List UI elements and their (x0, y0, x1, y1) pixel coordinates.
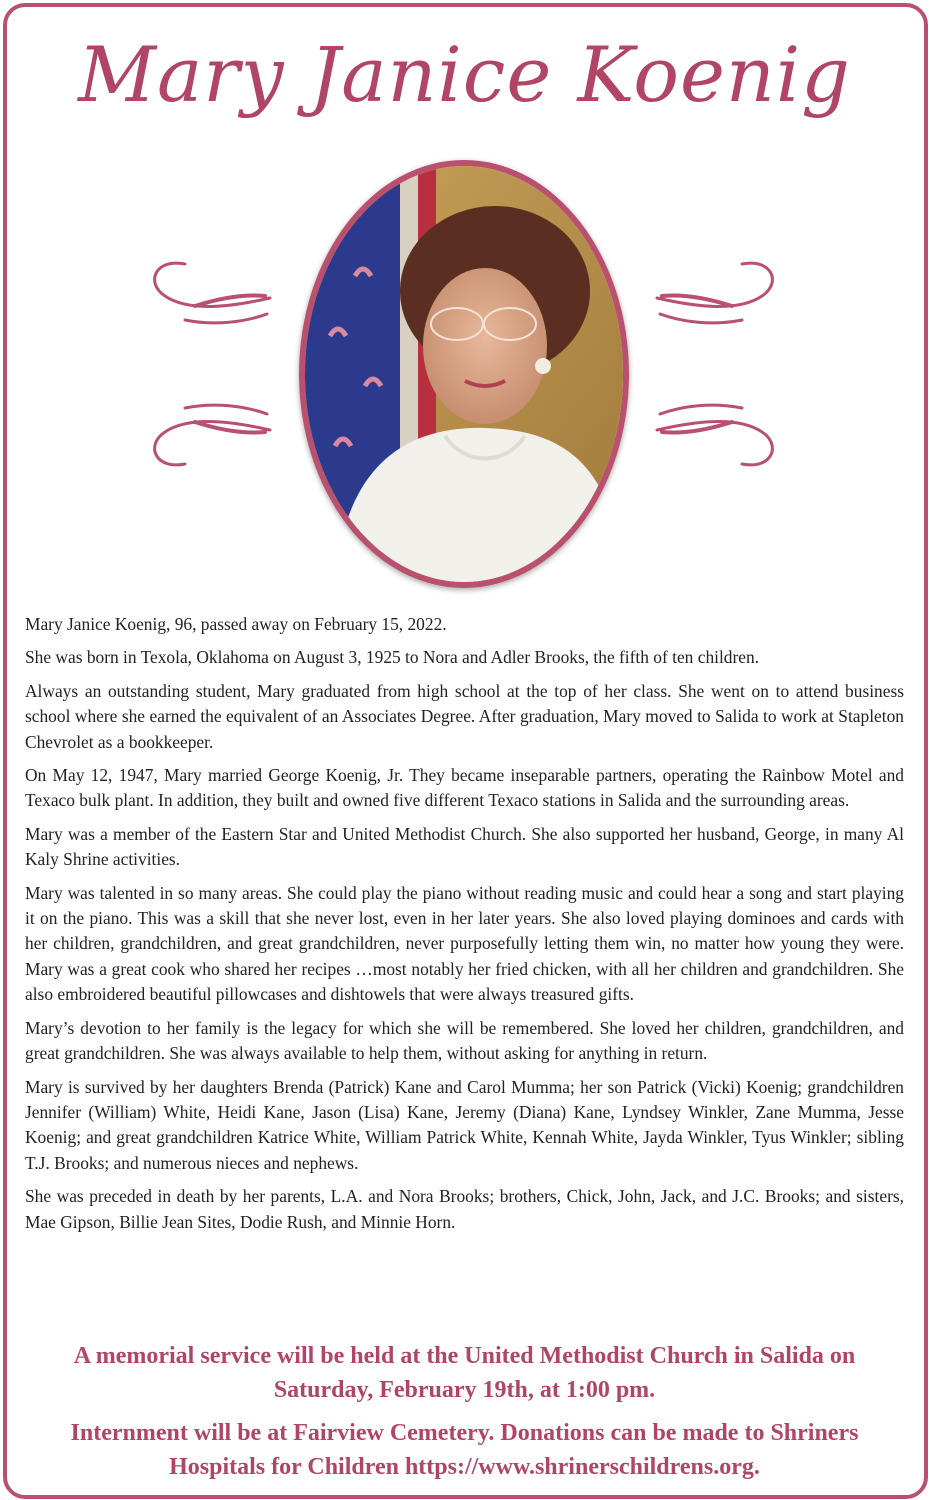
paragraph-education: Always an outstanding student, Mary graduated from high school at the top of her class. She went on to attend business school where she earned the equivalent of an Associates Degree. After graduation, Mary moved to Salida to work at Stapleton Chevrolet as a bookkeeper. (25, 680, 904, 752)
obituary-body (25, 612, 904, 1243)
left-upper-swirl-ornament (145, 258, 275, 338)
paragraph-birth: She was born in Texola, Oklahoma on August 3, 1925 to Nora and Adler Brooks, the fifth of ten children. (25, 647, 760, 668)
paragraph-preceded-in-death: She was preceded in death by her parents, L.A. and Nora Brooks; brothers, Chick, John, Jack, and J.C. Brooks; and sisters, Mae Gipson, Billie Jean Sites, Dodie Rush, and Minnie Horn. (25, 1186, 904, 1232)
portrait-photo (299, 160, 629, 588)
paragraph-talents: Mary was talented in so many areas. She could play the piano without reading music and could hear a song and start playing it on the piano. This was a skill that she never lost, even in her later years. She also loved playing dominoes and cards with her children, grandchildren, and great grandchildren, never purposefully letting them win, no matter how young they were. Mary was a great cook who shared her recipes …most notably her fried chicken, with all her children and grandchildren. She also embroidered beautiful pillowcases and dishtowels that were always treasured gifts. (25, 882, 904, 1005)
internment-donations-announcement: Internment will be at Fairview Cemetery. Donations can be made to Shriners Hospitals for Children https://www.shrinerschildrens.org. (70, 1420, 859, 1480)
paragraph-survivors: Mary is survived by her daughters Brenda (Patrick) Kane and Carol Mumma; her son Patrick (Vicki) Koenig; grandchildren Jennifer (William) White, Heidi Kane, Jason (Lisa) Kane, Jeremy (Diana) Kane, Lyndsey Winkler, Zane Mumma, Jesse Koenig; and great grandchildren Katrice White, William Patrick White, Kennah White, Jayda Winkler, Tyus Winkler; sibling T.J. Brooks; and numerous nieces and nephews. (25, 1076, 904, 1173)
right-upper-swirl-ornament (652, 258, 782, 338)
paragraph-marriage: On May 12, 1947, Mary married George Koenig, Jr. They became inseparable partners, operating the Rainbow Motel and Texaco bulk plant. In addition, they built and owned five different Texaco stations in Salida and the surrounding areas. (25, 765, 904, 811)
paragraph-memberships: Mary was a member of the Eastern Star and United Methodist Church. She also supported her husband, George, in many Al Kaly Shrine activities. (25, 823, 904, 870)
right-lower-swirl-ornament (652, 390, 782, 470)
obituary-title: Mary Janice Koenig (78, 30, 851, 119)
memorial-service-announcement: A memorial service will be held at the United Methodist Church in Salida on Saturday, February 19th, at 1:00 pm. (73, 1343, 856, 1403)
left-lower-swirl-ornament (145, 390, 275, 470)
paragraph-death-notice: Mary Janice Koenig, 96, passed away on February 15, 2022. (25, 614, 447, 634)
paragraph-family-devotion: Mary’s devotion to her family is the legacy for which she will be remembered. She loved her children, grandchildren, and great grandchildren. She was always available to help them, without asking for anything in return. (25, 1017, 904, 1064)
